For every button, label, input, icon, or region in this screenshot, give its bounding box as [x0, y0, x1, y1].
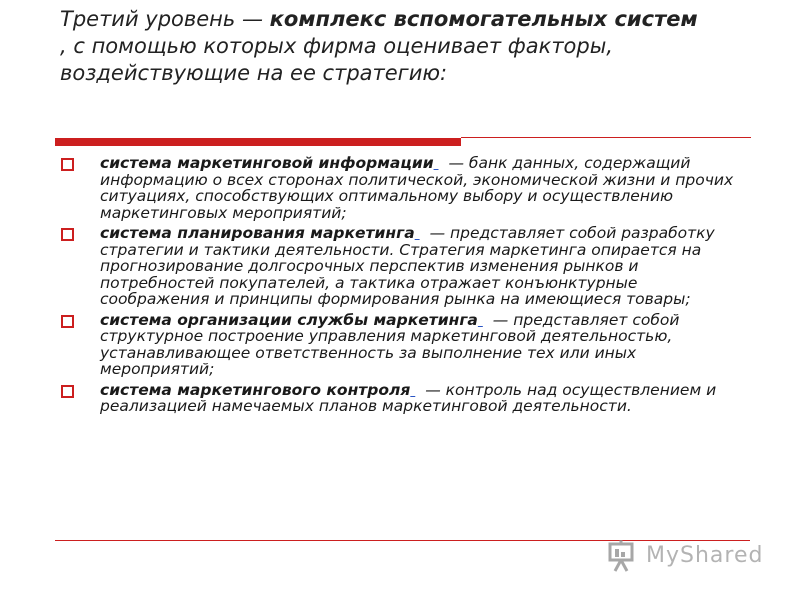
bullet-list [58, 155, 738, 419]
term-link[interactable] [434, 155, 444, 172]
bullet-item-marketing-planning [58, 225, 738, 308]
presentation-board-icon [606, 538, 640, 574]
title-bold-part: комплекс вспомогательных систем [269, 7, 698, 31]
bullet-term: система маркетингового контроля [100, 380, 411, 399]
bullet-item-marketing-control [58, 382, 738, 415]
square-bullet-icon [61, 158, 74, 171]
title-divider-thin [461, 137, 751, 138]
bullet-description: — банк данных, содержащий информацию о всех сторонах политической, экономической жизни и прочих ситуациях, способствующих оптимальному выбору и осуществлению маркетинговых мероприятий; [100, 154, 734, 222]
term-link[interactable] [415, 225, 425, 242]
square-bullet-icon [61, 315, 74, 328]
bullet-term: система организации службы маркетинга [100, 310, 478, 329]
bullet-description: — представляет собой разработку стратегии и тактики деятельности. Стратегия маркетинга опирается на прогнозирование долгосрочных перспектив изменения рынков и потребностей покупателей, а тактика отражает конъюнктурные соображения и принципы формирования рынка на имеющиеся товары; [100, 224, 715, 308]
term-link[interactable] [410, 382, 420, 399]
bullet-term: система планирования маркетинга [100, 224, 415, 242]
bullet-description: — контроль над осуществлением и реализацией намечаемых планов маркетинговой деятельности. [100, 380, 717, 415]
title-part-2: , с помощью которых фирма оценивает факторы, воздействующие на ее стратегию: [60, 34, 613, 85]
square-bullet-icon [61, 228, 74, 241]
logo-text: MyShared [646, 543, 764, 568]
bullet-item-marketing-organization [58, 312, 738, 378]
title-part-1: Третий уровень — [60, 7, 270, 31]
square-bullet-icon [61, 385, 74, 398]
bullet-item-marketing-information [58, 155, 738, 221]
title-divider-thick [55, 138, 461, 146]
site-logo[interactable] [606, 538, 766, 574]
bullet-term: система маркетинговой информации [100, 154, 434, 172]
bullet-description: — представляет собой структурное построение управления маркетинговой деятельностью, устанавливающее ответственность за выполнение тех или иных мероприятий; [100, 310, 680, 378]
slide-title [60, 6, 780, 87]
term-link[interactable] [478, 312, 488, 329]
